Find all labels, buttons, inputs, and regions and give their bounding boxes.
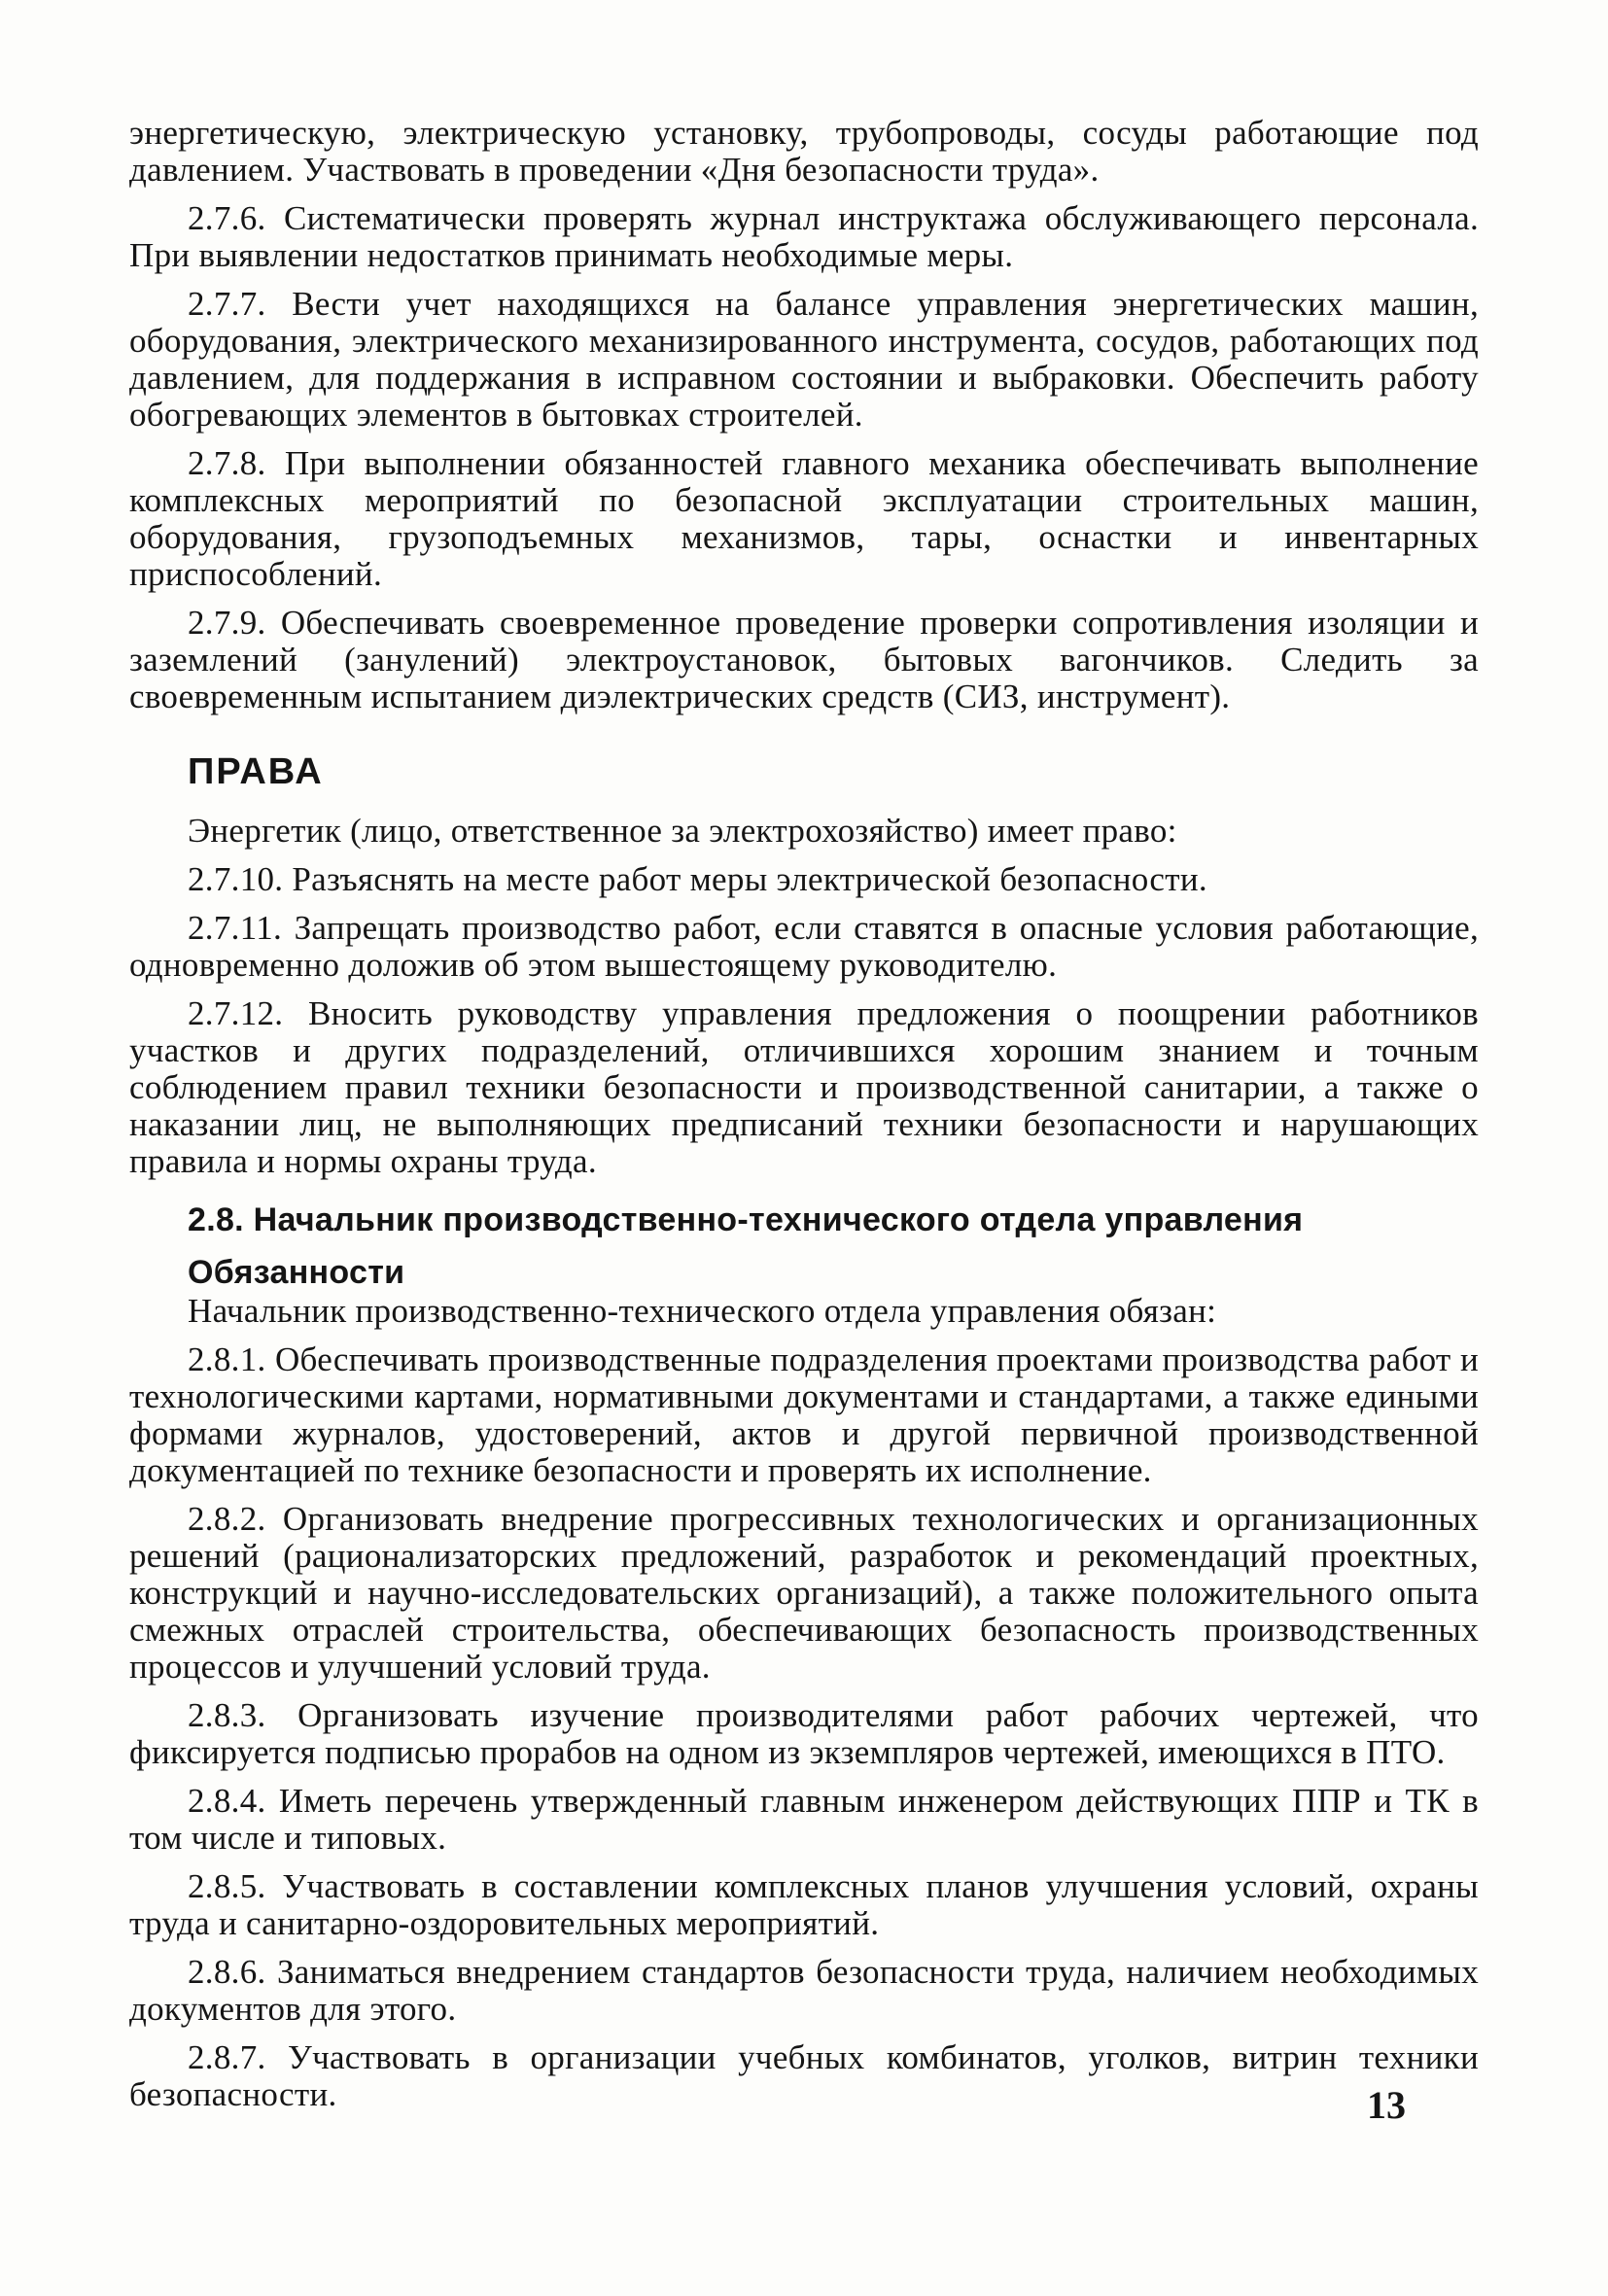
paragraph-2-8-4: 2.8.4. Иметь перечень утвержденный главным инженером действующих ППР и ТК в том числе и типовых. — [129, 1782, 1479, 1857]
paragraph-2-7-8: 2.7.8. При выполнении обязанностей главного механика обеспечивать выполнение комплексных мероприятий по безопасной эксплуатации строительных машин, оборудования, грузоподъемных механизмов, тары, оснастки и инвентарных приспособлений. — [129, 444, 1479, 593]
paragraph-duties-intro: Начальник производственно-технического отдела управления обязан: — [188, 1292, 1217, 1330]
page-number: 13 — [1367, 2083, 1406, 2127]
page-text-column — [129, 115, 1479, 2125]
paragraph-2-7-12: 2.7.12. Вносить руководству управления предложения о поощрении работников участков и других подразделений, отличившихся хорошим знанием и точным соблюдением правил техники безопасности и производственной санитарии, а также о наказании лиц, не выполняющих предписаний техники безопасности и нарушающих правила и нормы охраны труда. — [129, 994, 1479, 1180]
paragraph-2-8-1: 2.8.1. Обеспечивать производственные подразделения проектами производства работ и технологическими картами, нормативными документами и стандартами, а также едиными формами журналов, удостоверений, актов и другой первичной производственной документацией по технике безопасности и проверять их исполнение. — [129, 1340, 1479, 1489]
paragraph-rights-intro: Энергетик (лицо, ответственное за электрохозяйство) имеет право: — [188, 812, 1177, 850]
paragraph-2-8-2: 2.8.2. Организовать внедрение прогрессивных технологических и организационных решений (рационализаторских предложений, разработок и рекомендаций проектных, конструкций и научно-исследовательских организаций), а также положительного опыта смежных отраслей строительства, обеспечивающих безопасность производственных процессов и улучшений условий труда. — [129, 1500, 1479, 1686]
paragraph-2-8-6: 2.8.6. Заниматься внедрением стандартов безопасности труда, наличием необходимых документов для этого. — [129, 1953, 1479, 2028]
section-heading-2-8: 2.8. Начальник производственно-технического отдела управления — [188, 1201, 1304, 1238]
paragraph-continuation: энергетическую, электрическую установку, трубопроводы, сосуды работающие под давлением. Участвовать в проведении «Дня безопасности труда». — [129, 114, 1479, 189]
paragraph-2-7-6: 2.7.6. Систематически проверять журнал инструктажа обслуживающего персонала. При выявлении недостатков принимать необходимые меры. — [129, 199, 1479, 274]
paragraph-2-7-10: 2.7.10. Разъяснять на месте работ меры электрической безопасности. — [188, 860, 1207, 898]
rights-heading: ПРАВА — [188, 751, 324, 792]
paragraph-2-8-7: 2.8.7. Участвовать в организации учебных комбинатов, уголков, витрин техники безопасности. — [129, 2038, 1479, 2113]
paragraph-2-7-9: 2.7.9. Обеспечивать своевременное проведение проверки сопротивления изоляции и заземлений (занулений) электроустановок, бытовых вагончиков. Следить за своевременным испытанием диэлектрических средств (СИЗ, инструмент). — [129, 604, 1479, 715]
paragraph-2-7-11: 2.7.11. Запрещать производство работ, если ставятся в опасные условия работающие, одновременно доложив об этом вышестоящему руководителю. — [129, 909, 1479, 984]
paragraph-2-8-5: 2.8.5. Участвовать в составлении комплексных планов улучшения условий, охраны труда и санитарно-оздоровительных мероприятий. — [129, 1867, 1479, 1942]
paragraph-2-7-7: 2.7.7. Вести учет находящихся на балансе управления энергетических машин, оборудования, электрического механизированного инструмента, сосудов, работающих под давлением, для поддержания в исправном состоянии и выбраковки. Обеспечить работу обогревающих элементов в бытовках строителей. — [129, 285, 1479, 434]
duties-heading: Обязанности — [188, 1254, 405, 1291]
paragraph-2-8-3: 2.8.3. Организовать изучение производителями работ рабочих чертежей, что фиксируется подписью прорабов на одном из экземпляров чертежей, имеющихся в ПТО. — [129, 1696, 1479, 1771]
